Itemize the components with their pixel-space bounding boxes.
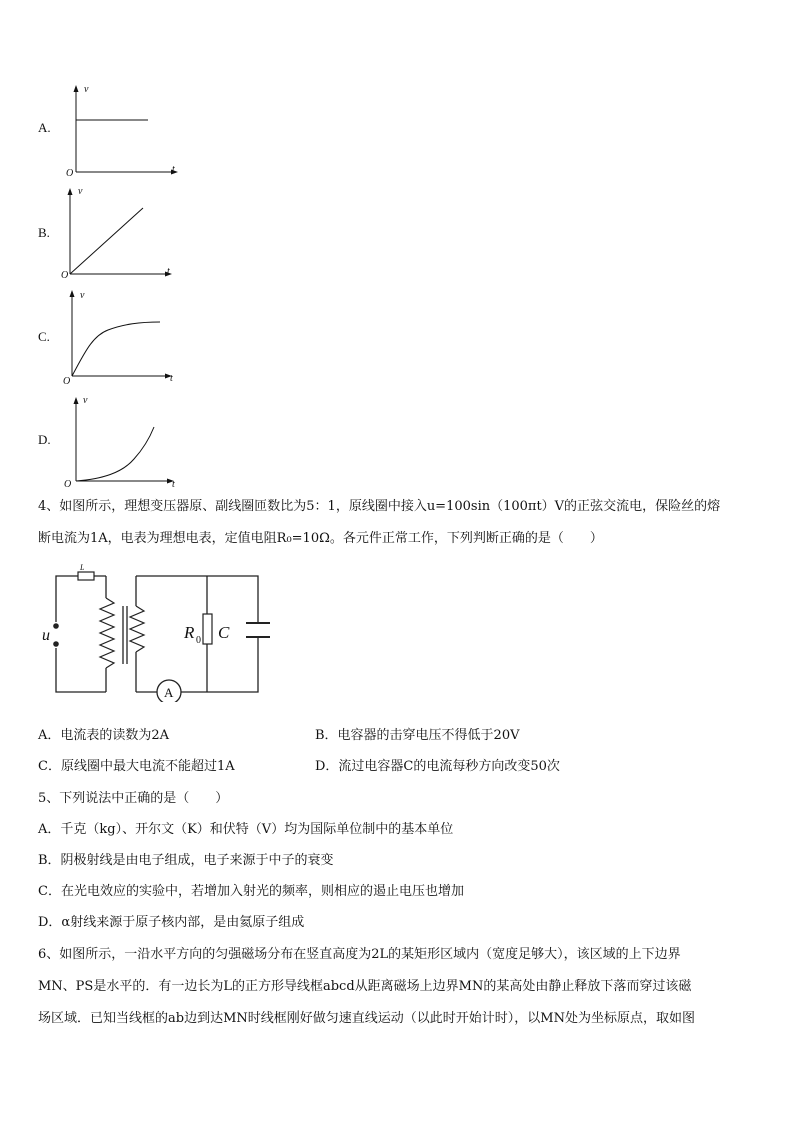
source-label: u <box>42 627 50 644</box>
q6-stem-line2: MN、PS是水平的．有一边长为L的正方形导线框abcd从距离磁场上边界MN的某高处由静止释放下落而穿过该磁 <box>38 979 692 994</box>
axis-x-label: t <box>172 479 175 488</box>
axis-y-label: v <box>83 395 88 406</box>
axis-x-label: t <box>170 373 173 384</box>
q4-choice-a[interactable]: A．电流表的读数为2A <box>38 728 170 743</box>
graph-saturating <box>62 288 182 388</box>
q5-choice-c[interactable]: C．在光电效应的实验中，若增加入射光的频率，则相应的遏止电压也增加 <box>38 884 464 899</box>
ammeter-label: A <box>164 685 174 700</box>
resistor-icon <box>203 614 212 644</box>
q4-stem-line2: 断电流为1A，电表为理想电表，定值电阻R₀=10Ω。各元件正常工作，下列判断正确的是（ ） <box>38 531 603 546</box>
q4-choice-b[interactable]: B．电容器的击穿电压不得低于20V <box>315 728 520 743</box>
q5-choice-d[interactable]: D．α射线来源于原子核内部，是由氦原子组成 <box>38 915 305 930</box>
q4-choice-c[interactable]: C．原线圈中最大电流不能超过1A <box>38 759 235 774</box>
q4-stem-line1: 4、如图所示，理想变压器原、副线圈匝数比为5：1，原线圈中接入u=100sin（100πt）V的正弦交流电，保险丝的熔 <box>38 499 721 514</box>
q5-stem: 5、下列说法中正确的是（ ） <box>38 791 229 806</box>
resistor-label: R <box>184 623 195 642</box>
q5-choice-a[interactable]: A．千克（kg）、开尔文（K）和伏特（V）均为国际单位制中的基本单位 <box>38 822 454 837</box>
graph-constant <box>64 82 184 182</box>
option-label: C. <box>38 329 50 344</box>
capacitor-label: C <box>218 623 230 642</box>
fuse-icon <box>78 572 94 580</box>
axis-x-label: t <box>172 164 175 175</box>
q4-choice-d[interactable]: D．流过电容器C的电流每秒方向改变50次 <box>315 759 560 774</box>
q5-choice-b[interactable]: B．阴极射线是由电子组成，电子来源于中子的衰变 <box>38 853 334 868</box>
graph-linear <box>60 184 180 284</box>
axis-origin-label: O <box>61 270 69 281</box>
axis-origin-label: O <box>63 376 71 387</box>
axis-y-label: v <box>84 84 89 95</box>
terminal-icon <box>53 641 59 647</box>
q6-stem-line1: 6、如图所示，一沿水平方向的匀强磁场分布在竖直高度为2L的某矩形区域内（宽度足够大），该区域的上下边界 <box>38 947 681 962</box>
primary-coil-icon <box>100 598 114 668</box>
transformer-circuit-diagram <box>40 562 270 702</box>
option-label: D. <box>38 432 51 447</box>
axis-origin-label: O <box>66 168 74 179</box>
q6-stem-line3: 场区域．已知当线框的ab边到达MN时线框刚好做匀速直线运动（以此时开始计时），以MN处为坐标原点，取如图 <box>38 1011 695 1026</box>
secondary-coil-icon <box>130 606 144 652</box>
axis-x-label: t <box>167 266 170 277</box>
fuse-label: L <box>80 563 85 572</box>
graph-accelerating <box>62 393 182 488</box>
terminal-icon <box>53 623 59 629</box>
resistor-subscript: 0 <box>196 635 201 646</box>
axis-origin-label: O <box>64 479 72 488</box>
axis-y-label: v <box>78 186 83 197</box>
option-label: B. <box>38 225 50 240</box>
axis-y-label: v <box>80 290 85 301</box>
option-label: A. <box>38 120 51 135</box>
